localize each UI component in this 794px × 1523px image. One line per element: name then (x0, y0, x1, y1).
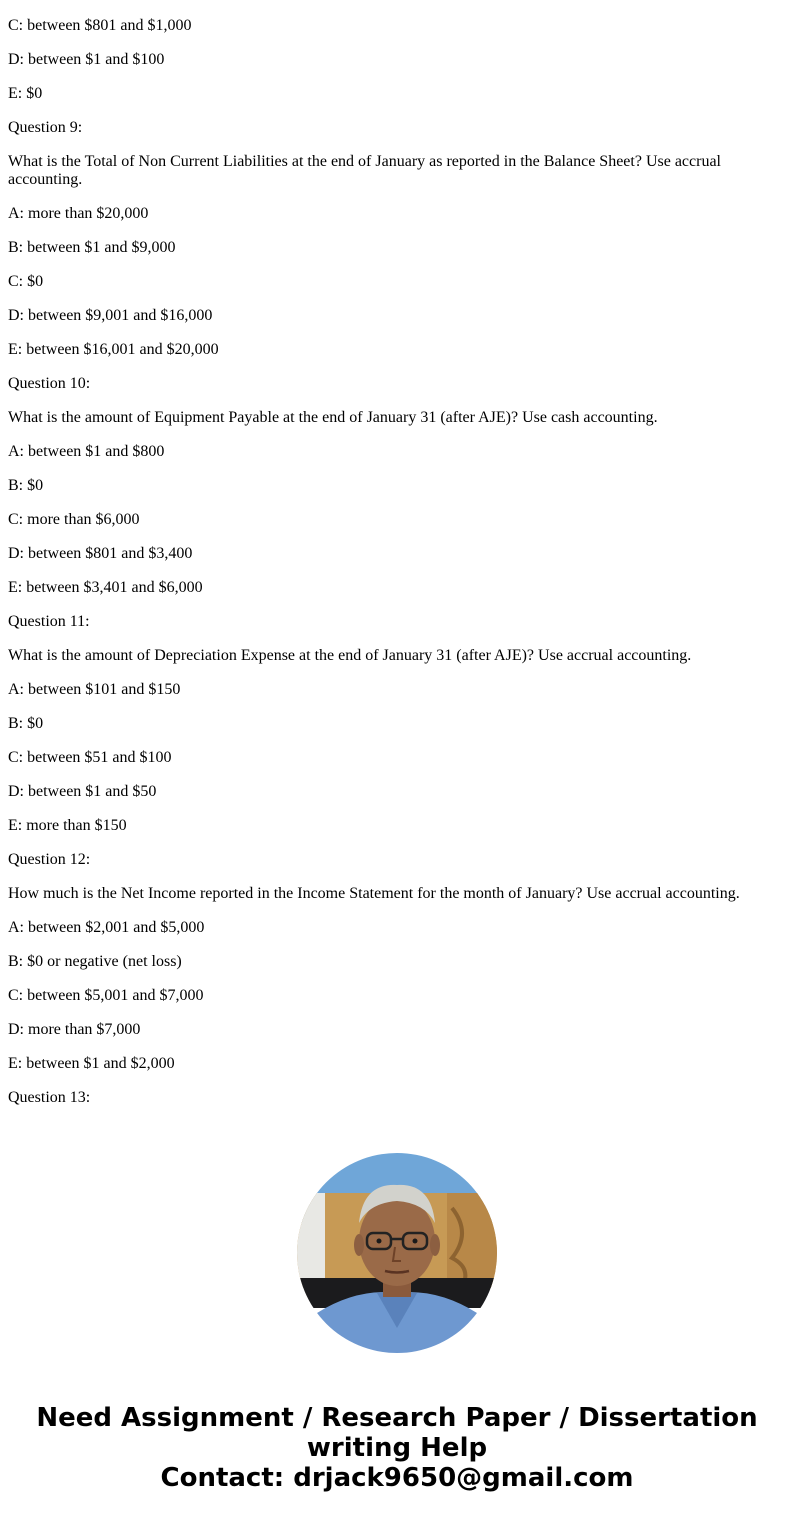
question-text: What is the amount of Equipment Payable at the end of January 31 (after AJE)? Use cash accounting. (8, 409, 658, 426)
answer-option: B: between $1 and $9,000 (8, 239, 176, 256)
answer-option (8, 0, 786, 1)
contact-email: Contact: drjack9650@gmail.com (160, 1463, 634, 1493)
answer-option: C: $0 (8, 273, 44, 290)
question-heading: Question 9: (8, 119, 83, 136)
tutor-photo (297, 1153, 497, 1353)
question-text: How much is the Net Income reported in the Income Statement for the month of January? Use accrual accounting. (8, 885, 740, 902)
promo-banner (0, 1403, 794, 1493)
question-heading: Question 13: (8, 1089, 91, 1106)
answer-option: E: between $16,001 and $20,000 (8, 341, 219, 358)
question-heading: Question 10: (8, 375, 91, 392)
answer-option: B: $0 (8, 477, 44, 494)
answer-option: E: more than $150 (8, 817, 127, 834)
answer-option: D: between $801 and $3,400 (8, 545, 193, 562)
answer-option: D: between $1 and $50 (8, 783, 157, 800)
answer-option: D: between $1 and $100 (8, 51, 165, 68)
answer-option: E: between $3,401 and $6,000 (8, 579, 203, 596)
answer-option: C: between $801 and $1,000 (8, 17, 192, 34)
answer-option: C: between $5,001 and $7,000 (8, 987, 204, 1004)
answer-option: A: more than $20,000 (8, 205, 149, 222)
question-text: What is the Total of Non Current Liabilities at the end of January as reported in the Balance Sheet? Use accrual accounting. (8, 153, 721, 188)
question-heading: Question 12: (8, 851, 91, 868)
answer-option: C: more than $6,000 (8, 511, 140, 528)
promo-line: writing Help (306, 1433, 488, 1463)
answer-option: A: between $101 and $150 (8, 681, 181, 698)
answer-option: D: between $9,001 and $16,000 (8, 307, 213, 324)
document-body (8, 0, 786, 1123)
answer-option: E: $0 (8, 85, 43, 102)
answer-option: B: $0 (8, 715, 44, 732)
question-text: What is the amount of Depreciation Expense at the end of January 31 (after AJE)? Use accrual accounting. (8, 647, 692, 664)
promo-line: Need Assignment / Research Paper / Dissertation (36, 1403, 758, 1433)
answer-option: A: between $1 and $800 (8, 443, 165, 460)
answer-option: C: between $51 and $100 (8, 749, 172, 766)
answer-option: E: between $1 and $2,000 (8, 1055, 175, 1072)
answer-option: B: $0 or negative (net loss) (8, 953, 182, 970)
answer-option: D: more than $7,000 (8, 1021, 141, 1038)
answer-option: A: between $2,001 and $5,000 (8, 919, 205, 936)
question-heading: Question 11: (8, 613, 90, 630)
